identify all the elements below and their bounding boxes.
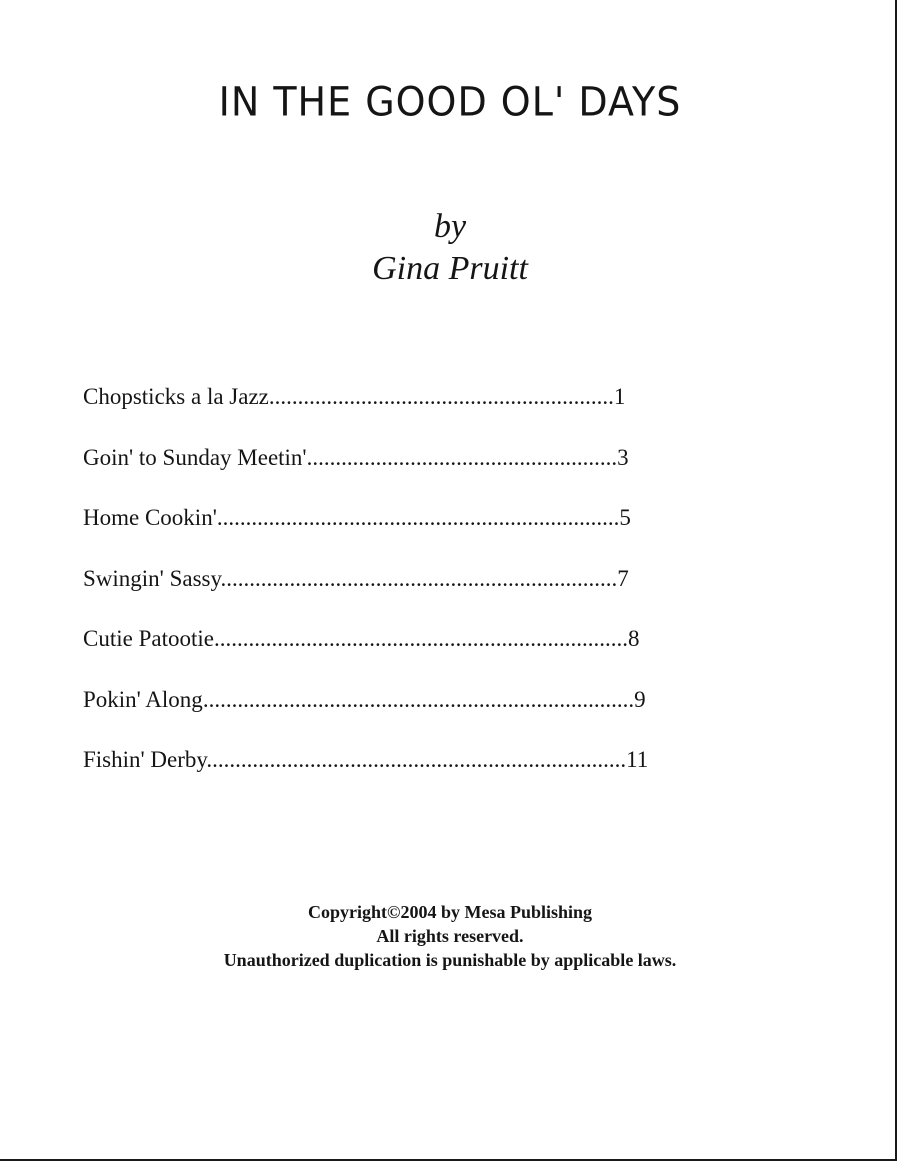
toc-entry-fishin-derby xyxy=(83,743,783,804)
toc-entry-leader: ......................................................................... xyxy=(206,747,627,772)
unauthorized-duplication-line: Unauthorized duplication is punishable by applicable laws. xyxy=(223,950,677,970)
toc-entry-goin-to-sunday-meetin xyxy=(83,441,783,502)
toc-entry-page: 8 xyxy=(627,626,640,651)
toc-entry-title: Cutie Patootie xyxy=(83,626,214,651)
toc-entry-pokin-along xyxy=(83,683,783,744)
author-name: Gina Pruitt xyxy=(372,250,528,287)
byline xyxy=(0,206,900,290)
toc-entry-page: 1 xyxy=(613,384,626,409)
toc-entry-page: 5 xyxy=(619,505,631,530)
toc-entry-page: 11 xyxy=(626,747,649,772)
toc-entry-home-cookin xyxy=(83,501,783,562)
page-title: IN THE GOOD OL' DAYS xyxy=(218,78,682,126)
toc-entry-leader: ........................................................................ xyxy=(213,626,628,651)
toc-entry-title: Pokin' Along xyxy=(83,686,203,712)
toc-entry-chopsticks-a-la-jazz xyxy=(83,380,783,441)
toc-entry-swingin-sassy xyxy=(83,562,783,623)
toc-entry-title: Goin' to Sunday Meetin' xyxy=(83,444,307,470)
toc-entry-title: Chopsticks a la Jazz xyxy=(83,384,269,409)
copyright-line: Copyright©2004 by Mesa Publishing xyxy=(308,902,592,922)
copyright-notice xyxy=(0,900,900,972)
toc-entry-page: 3 xyxy=(617,444,629,470)
toc-entry-leader: ........................................................................... xyxy=(202,686,635,712)
by-label: by xyxy=(433,208,467,245)
toc-entry-title: Fishin' Derby xyxy=(83,747,207,772)
toc-entry-leader: ............................................................ xyxy=(268,384,614,409)
toc-entry-cutie-patootie xyxy=(83,622,783,683)
toc-entry-leader: ...................................................... xyxy=(306,444,618,470)
toc-entry-page: 9 xyxy=(634,686,646,712)
toc-entry-leader: ..................................................................... xyxy=(220,565,618,591)
table-of-contents xyxy=(83,380,783,804)
toc-entry-page: 7 xyxy=(617,565,629,591)
toc-entry-leader: ...................................................................... xyxy=(216,505,620,530)
rights-reserved-line: All rights reserved. xyxy=(376,926,524,946)
toc-entry-title: Swingin' Sassy xyxy=(83,565,221,591)
toc-entry-title: Home Cookin' xyxy=(83,505,217,530)
